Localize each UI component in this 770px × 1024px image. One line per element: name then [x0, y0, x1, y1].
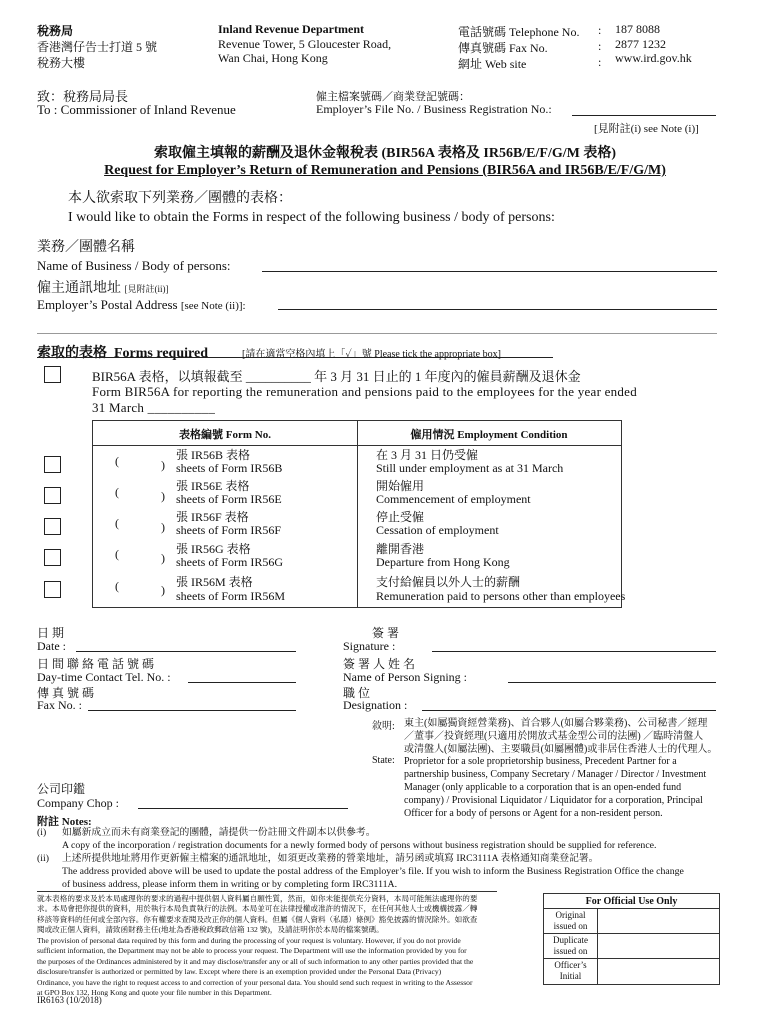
forms-heading: 索取的表格 Forms required: [37, 346, 208, 361]
ir56b-form-en: sheets of Form IR56B: [176, 461, 283, 475]
note-ii-zh: 上述所提供地址將用作更新僱主檔案的通訊地址，如須更改業務的營業地址，請另函或填寫 IRC3111A 表格通知商業登記署。: [62, 853, 599, 864]
ir56e-form-zh: 張 IR56E 表格: [176, 479, 250, 493]
ir56f-qty-paren-close: ): [161, 520, 165, 534]
business-name-label-zh: 業務／團體名稱: [37, 240, 135, 255]
company-chop-label-zh: 公司印鑑: [37, 782, 86, 796]
ir56g-form-zh: 張 IR56G 表格: [176, 542, 251, 556]
date-label-zh: 日 期: [37, 626, 65, 640]
business-name-field[interactable]: [262, 271, 717, 272]
ir56m-qty-paren-close: ): [161, 583, 165, 597]
col-header-form-no: 表格編號 Form No.: [179, 429, 271, 441]
bir56a-desc-en-2: 31 March __________: [92, 400, 216, 415]
ir56f-condition-zh: 停止受僱: [376, 510, 425, 524]
ir56m-condition-zh: 支付給僱員以外人士的薪酬: [376, 575, 521, 589]
company-chop-label-en: Company Chop :: [37, 796, 120, 810]
fax-no-field[interactable]: [88, 710, 296, 711]
official-duplicate-label: Duplicate issued on: [553, 935, 588, 956]
ir56m-qty-paren-open: (: [115, 579, 119, 593]
file-no-label-en: Employer’s File No. / Business Registration No.:: [316, 102, 552, 116]
tick-instruction: [請在適當空格內填上「✓」號 Please tick the appropriate box]: [242, 349, 501, 360]
ir56e-condition-zh: 開始僱用: [376, 479, 425, 493]
ir56m-form-zh: 張 IR56M 表格: [176, 575, 253, 589]
note-ii-label: (ii): [37, 853, 49, 864]
ir56e-qty-input[interactable]: [121, 479, 159, 501]
ir56e-qty-paren-open: (: [115, 485, 119, 499]
official-original-label: Original issued on: [553, 910, 588, 931]
ir56f-form-en: sheets of Form IR56F: [176, 523, 281, 537]
website-value: www.ird.gov.hk: [615, 51, 692, 65]
postal-address-field[interactable]: [278, 309, 717, 310]
title-en: Request for Employer’s Return of Remuneration and Pensions (BIR56A and IR56B/E/F/G/M): [104, 163, 666, 178]
dept-address-en-2: Wan Chai, Hong Kong: [218, 51, 328, 65]
ir56m-condition-en: Remuneration paid to persons other than employees: [376, 589, 626, 603]
official-use-box: [543, 893, 720, 985]
fax-no-label-zh: 傳 真 號 碼: [37, 686, 95, 700]
fax-value: 2877 1232: [615, 37, 666, 51]
ir56m-qty-input[interactable]: [121, 573, 159, 595]
notes-heading: 附註 Notes:: [37, 816, 92, 828]
bir56a-checkbox[interactable]: [44, 366, 61, 383]
signature-label-en: Signature :: [343, 639, 396, 653]
note-i-zh: 如屬新成立而未有商業登記的團體，請提供一份註冊文件副本以供參考。: [62, 827, 376, 838]
tel-no-field[interactable]: [188, 682, 296, 683]
postal-address-label-zh: 僱主通訊地址 [見附註(ii)]: [37, 281, 169, 296]
bir56a-desc-en-1: Form BIR56A for reporting the remuneration and pensions paid to the employees for the year ended: [92, 384, 637, 399]
signer-name-field[interactable]: [508, 682, 716, 683]
company-chop-field[interactable]: [138, 808, 348, 809]
postal-address-label-en: Employer’s Postal Address [see Note (ii)]:: [37, 297, 246, 312]
designation-label-zh: 職 位: [343, 686, 371, 700]
state-label-zh: 敘明:: [372, 721, 395, 732]
ir56g-checkbox[interactable]: [44, 549, 61, 566]
ir56e-qty-paren-close: ): [161, 489, 165, 503]
dept-address-en-1: Revenue Tower, 5 Gloucester Road,: [218, 37, 392, 51]
addressee-zh: 致：稅務局局長: [37, 89, 129, 104]
signature-label-zh: 簽 署: [372, 626, 400, 640]
date-field[interactable]: [76, 651, 296, 652]
ir56e-checkbox[interactable]: [44, 487, 61, 504]
designation-label-en: Designation :: [343, 698, 408, 712]
official-officer-label: Officer’s Initial: [554, 960, 587, 981]
tel-value: 187 8088: [615, 22, 660, 36]
dept-address-zh-2: 稅務大樓: [37, 56, 86, 70]
ir56g-qty-paren-close: ): [161, 551, 165, 565]
intro-en: I would like to obtain the Forms in respect of the following business / body of persons:: [68, 210, 555, 225]
ir56m-form-en: sheets of Form IR56M: [176, 589, 285, 603]
col-header-condition: 僱用情況 Employment Condition: [410, 429, 568, 441]
ir56b-condition-zh: 在 3 月 31 日仍受僱: [376, 448, 479, 462]
ir56f-form-zh: 張 IR56F 表格: [176, 510, 249, 524]
intro-zh: 本人欲索取下列業務／團體的表格：: [68, 191, 292, 206]
ir56b-form-zh: 張 IR56B 表格: [176, 448, 251, 462]
ir56f-qty-input[interactable]: [121, 510, 159, 532]
form-code: IR6163 (10/2018): [37, 995, 102, 1005]
tel-no-label-zh: 日 間 聯 絡 電 話 號 碼: [37, 657, 155, 671]
ir56f-condition-en: Cessation of employment: [376, 523, 499, 537]
privacy-statement-en: The provision of personal data required by this form and during the processing of your request is voluntary. However, if you do not provide sufficient information, the Department may not be able to process your request. The Department will use the information provided by you for the purposes of the Ordinances administered by it and may disclose/transfer any or all of such information to any other parties provided that the disclosure/transfer is authorized or permitted by law. Except where there is an exemption provided under the Personal Data (Privacy) Ordinance, you have the right to request access to and correction of your personal data. You should send such request in writing to the Assessor at GPO Box 132, Hong Kong and quote your file number in this Department.: [37, 936, 474, 998]
bir56a-desc-zh: BIR56A 表格，以填報截至 __________ 年 3 月 31 日止的 1 年度內的僱員薪酬及退休金: [92, 369, 581, 384]
business-name-label-en: Name of Business / Body of persons:: [37, 258, 231, 273]
designation-field[interactable]: [422, 710, 716, 711]
ir56e-form-en: sheets of Form IR56E: [176, 492, 282, 506]
ir56g-qty-paren-open: (: [115, 547, 119, 561]
dept-address-zh-1: 香港灣仔告士打道 5 號: [37, 40, 158, 54]
fax-label: 傳真號碼 Fax No.: [458, 41, 548, 55]
state-text-en: Proprietor for a sole proprietorship business, Precedent Partner for a partnership business, Company Secretary / Manager / Director / Investment Manager (only applicable to a corporation that is an open-ended fund company) / Provisional Liquidator / Liquidator for a corporation, Principal Officer for a body of persons or Agent for a non-resident person.: [404, 756, 707, 819]
signer-name-label-zh: 簽 署 人 姓 名: [343, 657, 416, 671]
tel-label: 電話號碼 Telephone No.: [458, 25, 580, 39]
tel-no-label-en: Day-time Contact Tel. No. :: [37, 670, 171, 684]
state-text-zh: 東主(如屬獨資經營業務)、首合夥人(如屬合夥業務)、公司秘書／經理 ／董事／投資經理(只適用於開放式基金型公司的法團) ／臨時清盤人 或清盤人(如屬法團)、主要職員(如屬團體)或非居住香港人士的代理人。: [404, 718, 718, 755]
note-i-label: (i): [37, 827, 47, 838]
title-zh: 索取僱主填報的薪酬及退休金報稅表 (BIR56A 表格及 IR56B/E/F/G/M 表格): [153, 146, 616, 161]
ir56b-condition-en: Still under employment as at 31 March: [376, 461, 564, 475]
section-divider: [37, 333, 717, 334]
ir56f-checkbox[interactable]: [44, 518, 61, 535]
ir56b-qty-paren-close: ): [161, 458, 165, 472]
file-no-field[interactable]: [572, 115, 716, 116]
ir56g-condition-zh: 離開香港: [376, 542, 425, 556]
note-i-en: A copy of the incorporation / registration documents for a newly formed body of persons without business registration should be supplied for reference.: [62, 840, 657, 851]
ir56g-qty-input[interactable]: [121, 541, 159, 563]
ir56b-checkbox[interactable]: [44, 456, 61, 473]
ir56b-qty-paren-open: (: [115, 454, 119, 468]
signer-name-label-en: Name of Person Signing :: [343, 670, 467, 684]
website-label: 網址 Web site: [458, 57, 527, 71]
ir56b-qty-input[interactable]: [121, 448, 159, 470]
note-ii-en-2: of business address, please inform them in writing or by completing form IRC3111A.: [62, 879, 398, 890]
ir56e-condition-en: Commencement of employment: [376, 492, 531, 506]
privacy-statement-zh: 就本表格的要求及於本局處理你的要求的過程中提供個人資料屬自願性質，然而，如你未能提供充分資料，本局可能無法處理你的要 求。本局會把你提供的資料，用於執行本局負責執行的法例。本局並可在法律授權或准許的情況下，在任何其他人士或機構披露／轉 移該等資料的任何或全部內容。你有權要求查閱及改正你的個人資料。但屬《個人資料（私隱）條例》豁免披露的情況除外。如欲查 閱或改正個人資料，請致函財務主任(地址為香港稅政郵政信箱 132 號)，及請註明你於本局的檔案號碼。: [37, 894, 478, 935]
ir56m-checkbox[interactable]: [44, 581, 61, 598]
file-no-label-zh: 僱主檔案號碼／商業登記號碼：: [316, 91, 470, 103]
signature-field[interactable]: [432, 651, 716, 652]
forms-table: [92, 420, 622, 608]
dept-name-zh: 稅務局: [37, 24, 74, 38]
state-label-en: State:: [372, 755, 395, 766]
addressee-en: To : Commissioner of Inland Revenue: [37, 102, 236, 117]
official-use-title: For Official Use Only: [585, 896, 678, 907]
fax-no-label-en: Fax No. :: [37, 698, 82, 712]
ir56f-qty-paren-open: (: [115, 516, 119, 530]
ir56g-form-en: sheets of Form IR56G: [176, 555, 283, 569]
note-ii-en-1: The address provided above will be used to update the postal address of the Employer’s file. If you wish to inform the Business Registration Office the change: [62, 866, 684, 877]
dept-name-en: Inland Revenue Department: [218, 22, 364, 36]
ir56g-condition-en: Departure from Hong Kong: [376, 555, 510, 569]
date-label-en: Date :: [37, 639, 66, 653]
see-note-i: [見附註(i) see Note (i)]: [594, 123, 699, 135]
